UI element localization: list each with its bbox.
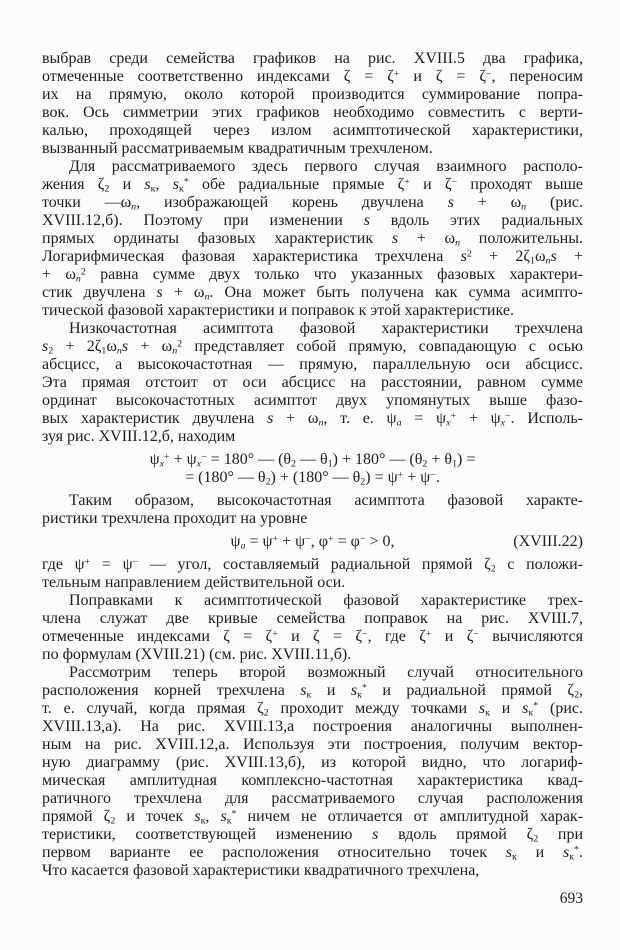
- text-line: ристики трехчлена проходит на уровне: [42, 510, 308, 527]
- text-line: абсцисс, а высокочастотная — прямую, параллельную оси абсцисс.: [42, 356, 583, 373]
- text-line: стик двучлена $s + \omega_n$. Она может быть получена как сумма асимпто-: [42, 284, 583, 303]
- text-line: точки $—\omega_n$, изображающей корень двучлена $s + \omega_n$ (рис.: [42, 194, 583, 213]
- text-line: тельным направлением действительной оси.: [42, 574, 346, 591]
- text-line: по формулам (XVIII.21) (см. рис. XVIII.11,б).: [42, 646, 352, 663]
- equation-number: (XVIII.22): [513, 533, 583, 550]
- text-line: их на прямую, около которой производится суммирование попра-: [42, 86, 583, 103]
- text-line: Для рассматриваемого здесь первого случая взаимного располо-: [69, 158, 583, 175]
- text-line: Рассмотрим теперь второй возможный случай относительного: [69, 664, 583, 681]
- text-line: где ψ+ = ψ− — угол, составляемый радиальной прямой $\zeta_2$ с положи-: [42, 556, 583, 575]
- text-line: калью, проходящей через излом асимптотической характеристики,: [42, 122, 583, 139]
- text-line: Таким образом, высокочастотная асимптота фазовой характе-: [69, 492, 583, 509]
- paragraph: [42, 158, 583, 320]
- paragraph: [42, 320, 583, 446]
- text-line: XVIII.13,а). На рис. XVIII.13,а построения аналогичны выполнен-: [42, 718, 583, 735]
- text-line: выбрав среди семейства графиков на рис. XVIII.5 два графика,: [42, 50, 583, 67]
- text-line: ратичного трехчлена для рассматриваемого случая расположения: [42, 790, 583, 807]
- text-line: Эта прямая отстоит от оси абсцисс на расстоянии, равном сумме: [42, 374, 583, 391]
- text-column: [42, 50, 583, 880]
- text-line: прямой $\zeta_2$ и точек $s_к$, $s_к^*$ ничем не отличается от амплитудной харак-: [42, 808, 584, 827]
- text-line: мическая амплитудная комплексно-частотная характеристика квад-: [42, 772, 583, 789]
- paragraph: [42, 50, 583, 158]
- paragraph: [42, 492, 583, 528]
- text-line: ординат высокочастотных асимптот двух упомянутых выше фазо-: [42, 392, 583, 409]
- text-line: жения $\zeta_2$ и $s_к$, $s_к^*$ обе радиальные прямые ζ+ и ζ− проходят выше: [42, 176, 584, 195]
- formula-line: $\psi_x^+ + \psi_x^- = 180^\circ$ — ($\theta_2$ — $\theta_1) + 180^\circ$ — $(\theta_2 + \theta_1)$ =: [149, 451, 476, 470]
- formula-line: $\psi_a = \psi^+ + \psi^-$, φ+ = φ− > 0,: [230, 533, 395, 552]
- text-line: вых характеристик двучлена $s + \omega_n$, т. е. $\psi_a = \psi_x^+ + \psi_x^-$. Исполь-: [42, 410, 583, 429]
- paragraph: [42, 592, 583, 664]
- text-line: Поправками к асимптотической фазовой характеристике трех-: [69, 592, 583, 609]
- text-line: XVIII.12,б). Поэтому при изменении s вдоль этих радиальных: [42, 212, 584, 229]
- text-line: вок. Ось симметрии этих графиков необходимо совместить с верти-: [42, 104, 583, 121]
- text-line: тической фазовой характеристики и поправок к этой характеристике.: [42, 302, 514, 319]
- text-line: отмеченные индексами ζ = ζ+ и ζ = ζ−, где ζ+ и ζ− вычисляются: [42, 628, 584, 645]
- text-line: Низкочастотная асимптота фазовой характеристики трехчлена: [69, 320, 583, 337]
- text-line: ным на рис. XVIII.12,а. Используя эти построения, получим вектор-: [42, 736, 583, 753]
- text-line: + $\omega_n^2$ равна сумме двух только что указанных фазовых характери-: [42, 266, 584, 285]
- page-number: 693: [559, 890, 583, 907]
- paragraph: [42, 664, 583, 880]
- text-line: отмеченные соответственно индексами ζ = ζ+ и ζ = ζ−, переносим: [42, 68, 584, 85]
- text-line: расположения корней трехчлена $s_к$ и $s_к^*$ и радиальной прямой $\zeta_2$,: [42, 682, 584, 701]
- text-line: теристики, соответствующей изменению s вдоль прямой $\zeta_2$ при: [42, 826, 584, 845]
- display-formula: [42, 533, 583, 551]
- text-line: зуя рис. XVIII.12,б, находим: [42, 428, 236, 445]
- text-line: $s_2 + 2\zeta_1\omega_ns + \omega_n^2$ представляет собой прямую, совпадающую с осью: [42, 338, 583, 357]
- text-line: первом варианте ее расположения относительно точек $s_к$ и $s_к^*$.: [42, 844, 583, 863]
- formula-line: = (180° — $\theta_2) + (180^\circ$ — $\theta_2) = \psi^+ + \psi^-$.: [185, 469, 440, 488]
- text-line: Что касается фазовой характеристики квадратичного трехчлена,: [42, 862, 480, 879]
- text-line: ную диаграмму (рис. XVIII.13,б), из которой видно, что логариф-: [42, 754, 583, 771]
- text-line: члена служат две кривые семейства поправок на рис. XVIII.7,: [42, 610, 583, 627]
- text-line: вызванный рассматриваемым квадратичным трехчленом.: [42, 140, 433, 157]
- text-line: прямых ординаты фазовых характеристик $s + \omega_n$ положительны.: [42, 230, 583, 249]
- display-formula: [42, 451, 583, 487]
- text-line: т. е. случай, когда прямая $\zeta_2$ проходит между точками $s_к$ и $s_к^*$ (рис.: [42, 700, 583, 719]
- paragraph: [42, 556, 583, 592]
- text-line: Логарифмическая фазовая характеристика трехчлена $s^2 + 2\zeta_1\omega_ns$ +: [42, 248, 584, 267]
